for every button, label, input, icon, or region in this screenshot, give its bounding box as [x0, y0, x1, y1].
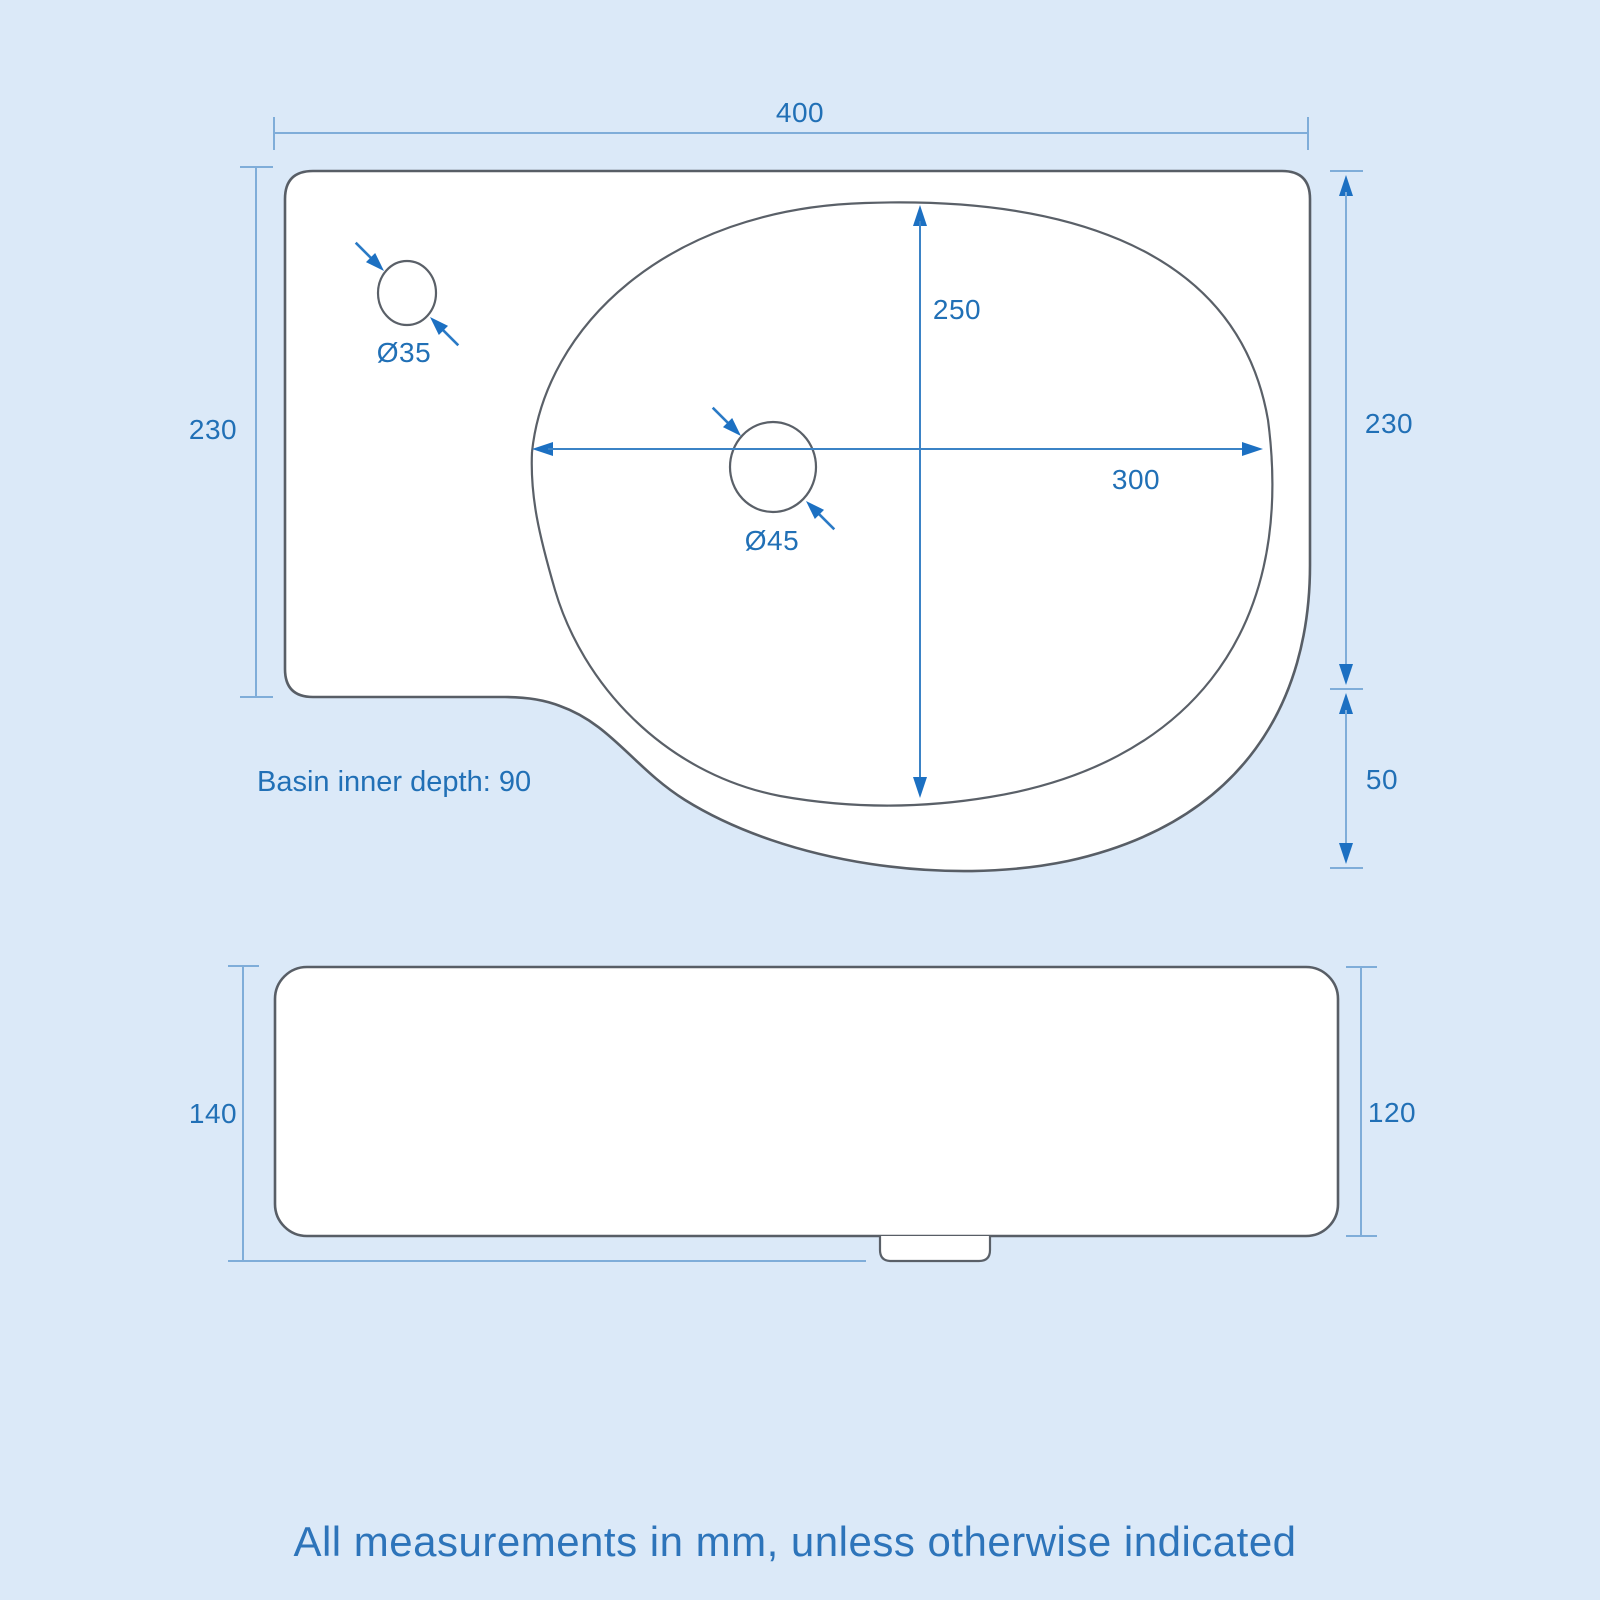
dim-label-300: 300	[1111, 464, 1161, 495]
dim-label-400: 400	[775, 97, 825, 128]
waste-outlet-tab	[880, 1236, 990, 1261]
tap-hole	[378, 261, 436, 325]
waste-hole	[730, 422, 816, 512]
dim-bowl-drop	[1330, 693, 1398, 868]
dim-label-50: 50	[1365, 764, 1399, 795]
dim-overall-width	[274, 97, 1308, 150]
side-body	[275, 967, 1338, 1236]
waste-hole-label: Ø45	[744, 525, 800, 556]
dim-arrow-down	[1339, 843, 1353, 864]
dim-label-230-right: 230	[1364, 408, 1414, 439]
dim-arrow-down	[1339, 664, 1353, 685]
dim-label-230-left: 230	[188, 414, 238, 445]
dim-left-height	[189, 167, 273, 697]
tap-hole-label: Ø35	[376, 337, 432, 368]
units-note: All measurements in mm, unless otherwise indicated	[293, 1518, 1297, 1565]
inner-depth-note: Basin inner depth: 90	[257, 766, 532, 798]
side-view	[189, 966, 1416, 1261]
dim-label-250: 250	[932, 294, 982, 325]
dim-right-height	[1330, 171, 1413, 689]
dim-side-body-height	[1346, 967, 1416, 1236]
top-view	[189, 97, 1413, 871]
dim-label-120: 120	[1367, 1097, 1417, 1128]
dim-label-140: 140	[188, 1098, 238, 1129]
